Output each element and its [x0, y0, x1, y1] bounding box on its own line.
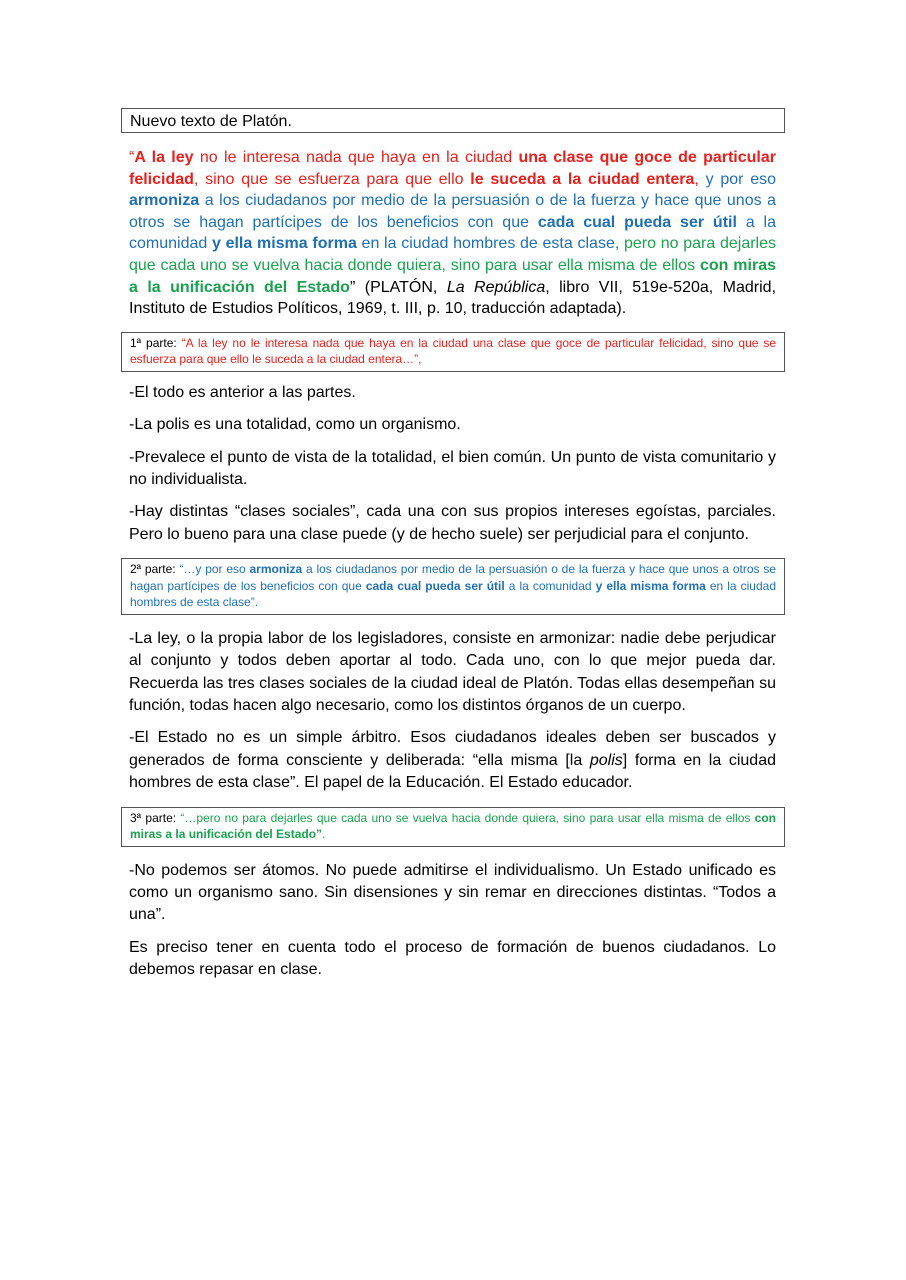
quote-text: pero no para dejarles que cada uno se vuelva hacia donde quiera, sino para usar ella misma de ellos: [129, 235, 777, 274]
quote-text: , sino que se esfuerza para que ello: [193, 170, 471, 188]
part2-text: [130, 562, 776, 609]
part2-segment: en la ciudad hombres de esta clase”.: [130, 578, 776, 610]
commentary-paragraph: -Prevalece el punto de vista de la totalidad, el bien común. Un punto de vista comunitario y no individualista.: [129, 448, 776, 488]
commentary-paragraph: -El todo es anterior a las partes.: [129, 383, 356, 401]
citation-text: ” (PLATÓN,: [349, 278, 447, 296]
quote-text: armoniza: [129, 192, 200, 210]
quote-text: en la ciudad hombres de esta clase: [356, 235, 615, 253]
quote-part1: [129, 149, 776, 188]
quote-text: A la ley: [134, 149, 194, 166]
quote-text: ,: [614, 235, 620, 253]
part2-box: [121, 558, 785, 615]
part3-segment: .: [322, 827, 326, 842]
part3-text: [130, 811, 776, 842]
quote-text: no le interesa nada que haya en la ciudad: [193, 149, 519, 166]
commentary-paragraph: -Hay distintas “clases sociales”, cada una con sus propios intereses egoístas, parciales. Pero lo bueno para una clase puede (y de hecho suele) ser perjudicial para el conjunto.: [129, 503, 776, 543]
quote-text: a la comunidad: [129, 213, 776, 253]
quote-text: le suceda a la ciudad entera: [470, 170, 695, 188]
part2-segment: a los ciudadanos por medio de la persuasión o de la fuerza y hace que unos a otros se hagan partícipes de los beneficios con que: [130, 562, 776, 593]
part2-segment: “…y por eso: [179, 562, 250, 577]
part1-text: “A la ley no le interesa nada que haya en la ciudad una clase que goce de particular felicidad, sino que se esfuerza para que ello le suceda a la ciudad entera…”,: [130, 335, 777, 367]
quote-open-mark: “: [129, 149, 135, 166]
quote-text: y ella misma forma: [211, 235, 357, 253]
quote-text: cada cual pueda ser útil: [537, 213, 737, 231]
commentary-paragraph: Es preciso tener en cuenta todo el proceso de formación de buenos ciudadanos. Lo debemos repasar en clase.: [129, 938, 776, 979]
commentary-paragraph: -No podemos ser átomos. No puede admitirse el individualismo. Un Estado unificado es como un organismo sano. Sin disensiones y sin remar en direcciones distintas. “Todos a una”.: [129, 861, 776, 924]
part1-box: [121, 332, 785, 372]
part2-segment: armoniza: [249, 562, 303, 577]
document-page: [121, 108, 785, 982]
citation-text: , libro VII, 519e-520a, Madrid, Instituto de Estudios Políticos, 1969, t. III, p. 10, traducción adaptada).: [129, 278, 777, 318]
citation-book-title: La República: [446, 278, 546, 296]
quote-text: y por eso: [698, 170, 776, 188]
paragraph-text: ] forma en la ciudad hombres de esta clase”. El papel de la Educación. El Estado educador.: [129, 751, 776, 792]
part3-segment: pero no para dejarles que cada uno se vuelva hacia donde quiera, sino para usar ella misma de ellos: [196, 810, 755, 825]
part2-segment: cada cual pueda ser útil: [365, 578, 505, 593]
quote-text: una clase que goce de particular felicidad: [129, 149, 776, 188]
part3-segment: con miras a la unificación del Estado”: [130, 810, 776, 842]
paragraph-italic: polis: [589, 751, 623, 769]
part3-label: 3ª parte:: [130, 810, 181, 825]
plato-quote: [129, 147, 776, 320]
quote-text: con miras a la unificación del Estado: [129, 256, 776, 296]
part1-label: 1ª parte:: [130, 335, 182, 350]
part2-segment: a la comunidad: [504, 578, 596, 593]
commentary-paragraph: -La polis es una totalidad, como un organismo.: [129, 416, 461, 434]
commentary-paragraph: [129, 727, 776, 794]
part2-segment: y ella misma forma: [595, 578, 706, 593]
document-title-box: [121, 108, 785, 133]
document-title: Nuevo texto de Platón.: [130, 113, 292, 130]
quote-text: ,: [694, 170, 699, 188]
part2-label: 2ª parte:: [130, 562, 180, 577]
commentary-paragraph: -La ley, o la propia labor de los legisladores, consiste en armonizar: nadie debe perjudicar al conjunto y todos deben aportar al todo. Cada uno, con lo que mejor pueda dar. Recuerda las tres clases sociales de la ciudad ideal de Platón. Todas ellas desempeñan su función, todas hacen algo necesario, como los distintos órganos de un cuerpo.: [129, 629, 776, 714]
paragraph-text: -El Estado no es un simple árbitro. Esos ciudadanos ideales deben ser buscados y generados de forma consciente y deliberada: “ella misma [la: [129, 729, 776, 769]
quote-text: a los ciudadanos por medio de la persuasión o de la fuerza y hace que unos a otros se hagan partícipes de los beneficios con que: [129, 192, 776, 231]
part3-segment: “…: [180, 810, 197, 825]
part3-box: [121, 807, 785, 847]
